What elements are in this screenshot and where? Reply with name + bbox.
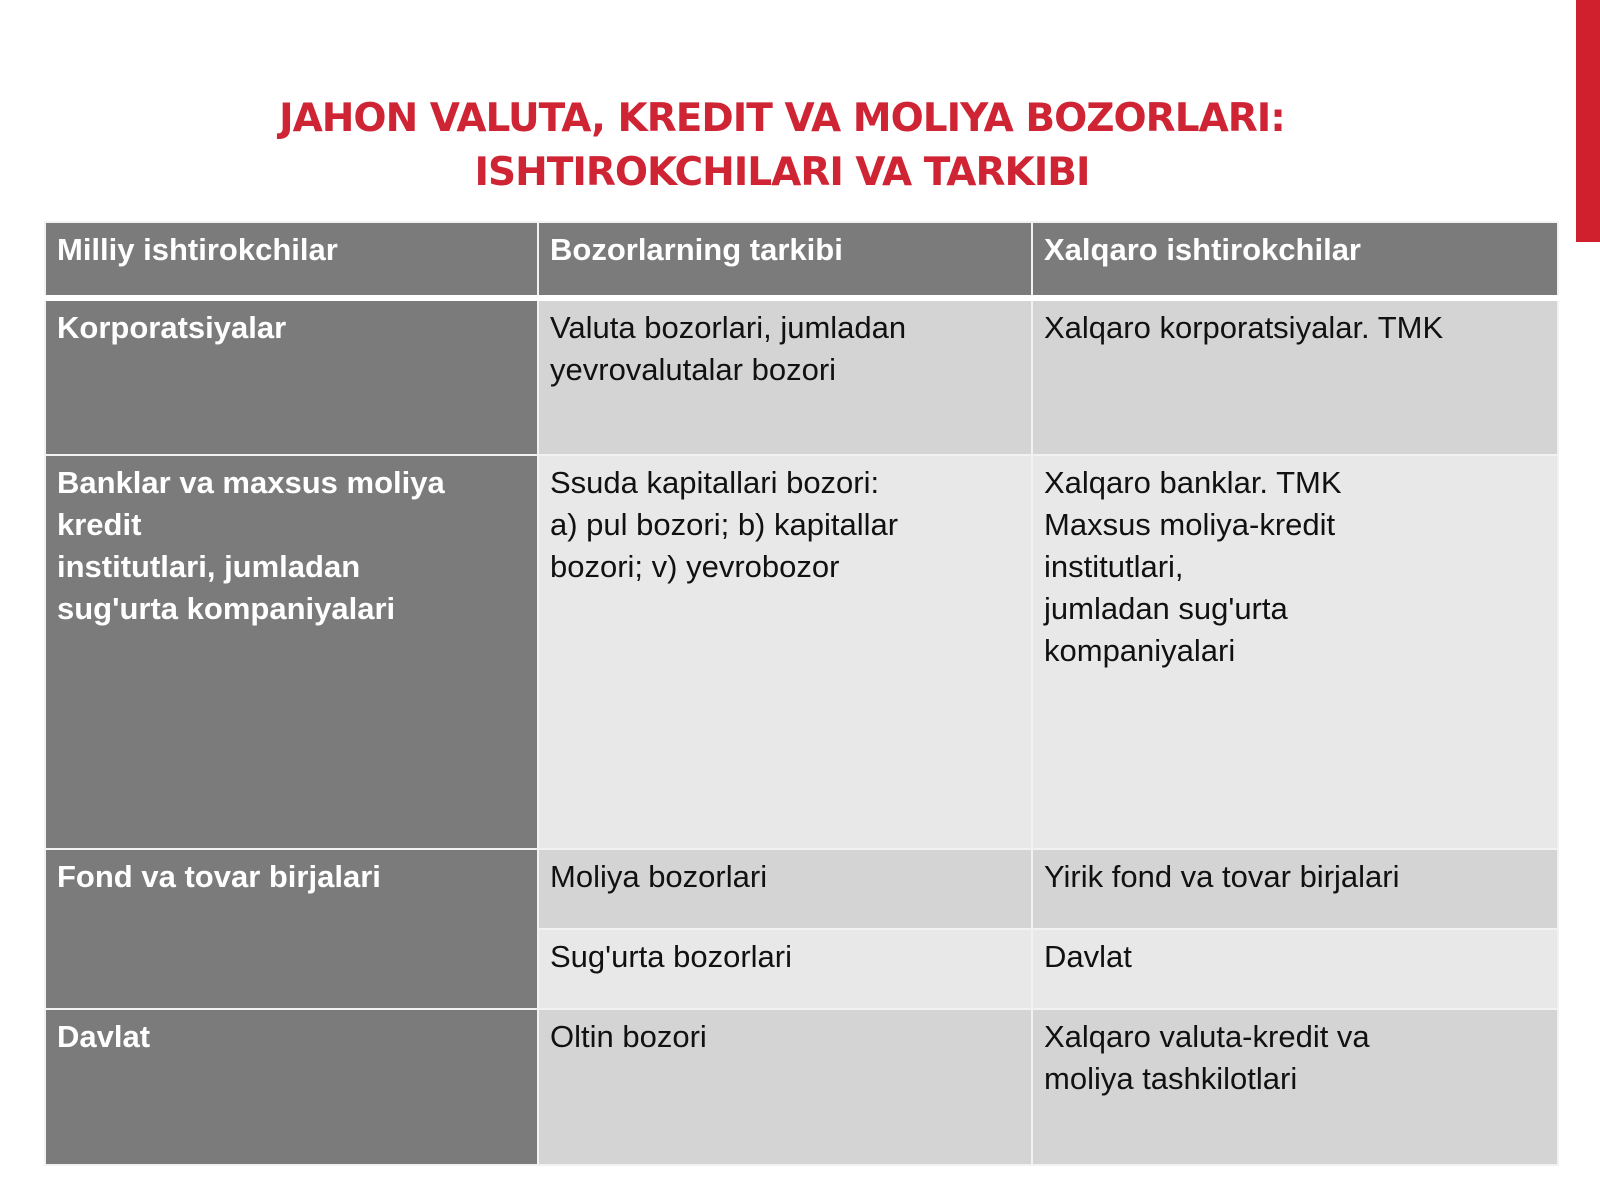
cell-structure — [538, 929, 1032, 1009]
cell-structure — [538, 1009, 1032, 1165]
cell-line: institutlari, — [1044, 548, 1184, 584]
cell-line: jumladan sug'urta — [1044, 590, 1288, 626]
participants-table — [44, 221, 1559, 1166]
cell-line: Valuta bozorlari, jumladan — [550, 309, 907, 345]
cell-structure — [538, 849, 1032, 929]
cell-line: institutlari, jumladan — [57, 548, 361, 584]
cell-line: kredit — [57, 506, 142, 542]
cell-international — [1032, 298, 1558, 455]
cell-international — [1032, 1009, 1558, 1165]
cell-line: Davlat — [57, 1018, 151, 1054]
cell-line: Sug'urta bozorlari — [550, 938, 792, 974]
header-national-participants: Milliy ishtirokchilar — [45, 222, 538, 298]
cell-line: Maxsus moliya-kredit — [1044, 506, 1336, 542]
header-international-participants: Xalqaro ishtirokchilar — [1032, 222, 1558, 298]
cell-line: kompaniyalari — [1044, 632, 1236, 668]
cell-line: Davlat — [1044, 938, 1132, 974]
cell-international — [1032, 455, 1558, 849]
cell-international — [1032, 849, 1558, 929]
cell-line: Moliya bozorlari — [550, 859, 768, 895]
slide-title — [44, 92, 1520, 200]
cell-international — [1032, 929, 1558, 1009]
cell-national — [45, 849, 538, 1008]
cell-line: Banklar va maxsus moliya — [57, 464, 445, 500]
cell-line: Ssuda kapitallari bozori: — [550, 464, 880, 500]
cell-line: Yirik fond va tovar birjalari — [1044, 859, 1400, 895]
cell-structure — [538, 298, 1032, 455]
cell-line: Xalqaro korporatsiyalar. TMK — [1044, 309, 1444, 345]
table-row — [45, 849, 1558, 929]
table-row — [45, 298, 1558, 455]
cell-line: yevrovalutalar bozori — [550, 351, 837, 387]
cell-line: Korporatsiyalar — [57, 309, 287, 345]
table-header-row — [45, 222, 1558, 298]
slide-title-line-1: JAHON VALUTA, KREDIT VA MOLIYA BOZORLARI: — [279, 96, 1285, 141]
cell-line: moliya tashkilotlari — [1044, 1060, 1298, 1096]
cell-national — [45, 1009, 538, 1165]
cell-line: Oltin bozori — [550, 1018, 707, 1054]
accent-bar — [1576, 0, 1600, 242]
header-market-structure: Bozorlarning tarkibi — [538, 222, 1032, 298]
cell-national — [45, 298, 538, 455]
table-row — [45, 455, 1558, 849]
cell-structure — [538, 455, 1032, 849]
cell-line: bozori; v) yevrobozor — [550, 548, 840, 584]
cell-line: a) pul bozori; b) kapitallar — [550, 506, 899, 542]
cell-line: Fond va tovar birjalari — [57, 859, 381, 895]
slide-title-line-2: ISHTIROKCHILARI VA TARKIBI — [474, 150, 1090, 195]
cell-line: Xalqaro banklar. TMK — [1044, 464, 1342, 500]
cell-line: sug'urta kompaniyalari — [57, 590, 396, 626]
table-row — [45, 1009, 1558, 1165]
cell-national — [45, 455, 538, 849]
cell-line: Xalqaro valuta-kredit va — [1044, 1018, 1370, 1054]
